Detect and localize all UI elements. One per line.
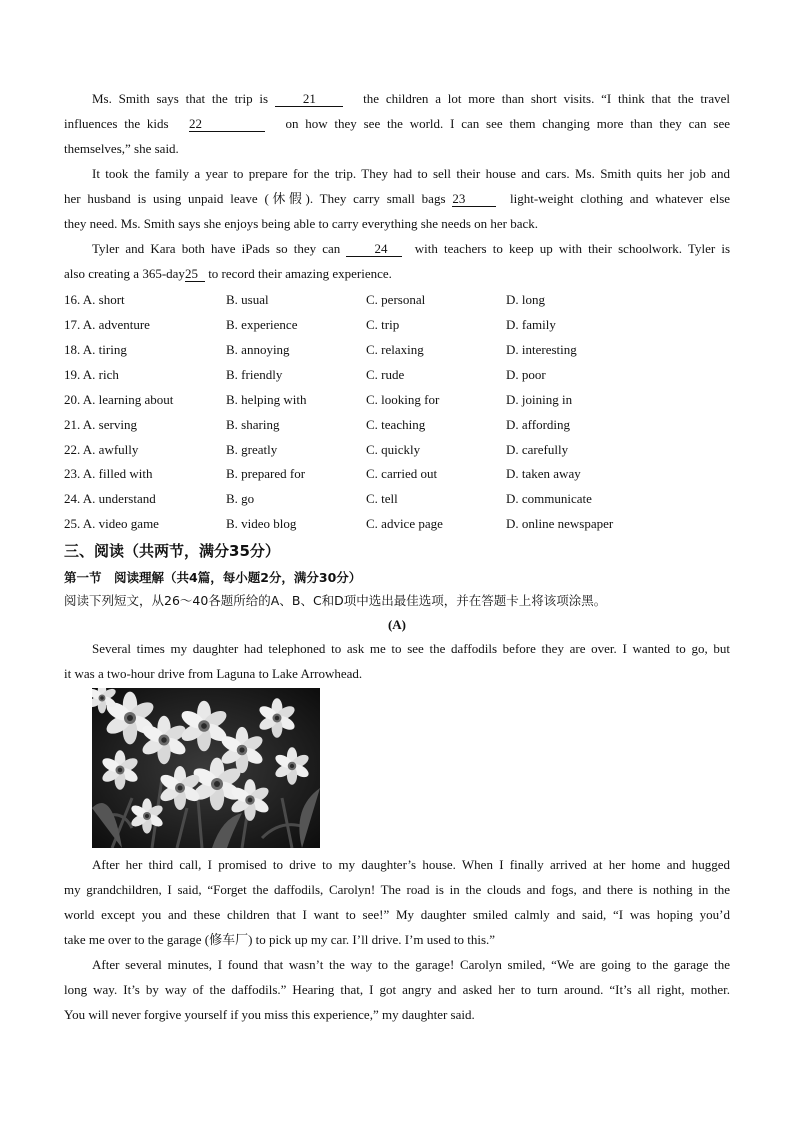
- text-fragment: on how they see the world. I can see them changing more than they can see: [285, 116, 731, 131]
- text-line: [64, 86, 730, 111]
- blank-22: 22: [189, 117, 265, 132]
- text-fragment: to record their amazing experience.: [208, 266, 392, 281]
- blank-25: 25: [185, 267, 205, 282]
- passage-paragraph-3: [64, 236, 730, 286]
- text-fragment: her husband is using unpaid leave (休假). They carry small bags: [64, 191, 446, 206]
- text-fragment: the children a lot more than short visits. “I think that the travel: [363, 91, 731, 106]
- option-b[interactable]: B. greatly: [226, 442, 278, 457]
- text-line: my grandchildren, I said, “Forget the daffodils, Carolyn! The road is in the clouds and fogs, and there is nothing in the: [64, 882, 730, 897]
- passage-a-paragraph-3: [64, 952, 730, 1027]
- option-row-24: [64, 491, 730, 516]
- text-line: After several minutes, I found that wasn’t the way to the garage! Carolyn smiled, “We are going to the garage the: [92, 957, 730, 972]
- option-c[interactable]: C. tell: [366, 491, 398, 506]
- text-line: themselves,” she said.: [64, 141, 179, 156]
- option-c[interactable]: C. advice page: [366, 516, 443, 531]
- option-row-22: [64, 442, 730, 467]
- option-d[interactable]: D. family: [506, 317, 556, 332]
- text-line: they need. Ms. Smith says she enjoys being able to carry everything she needs on her back.: [64, 216, 539, 231]
- text-line: long way. It’s by way of the daffodils.” Hearing that, I got angry and asked her to turn around. “It’s all right, mother.: [64, 982, 730, 997]
- option-row-21: [64, 417, 730, 442]
- option-c[interactable]: C. looking for: [366, 392, 440, 407]
- option-b[interactable]: B. video blog: [226, 516, 297, 531]
- text-line: It took the family a year to prepare for the trip. They had to sell their house and cars. Ms. Smith quits her job and: [92, 166, 730, 181]
- option-b[interactable]: B. usual: [226, 292, 269, 307]
- text-line: [64, 111, 730, 136]
- option-b[interactable]: B. prepared for: [226, 466, 306, 481]
- text-line: [64, 236, 730, 261]
- option-c[interactable]: C. rude: [366, 367, 405, 382]
- text-line: [64, 261, 730, 286]
- option-d[interactable]: D. affording: [506, 417, 571, 432]
- text-fragment: influences the kids: [64, 116, 169, 131]
- option-row-25: [64, 516, 730, 541]
- text-fragment: Tyler and Kara both have iPads so they can: [92, 241, 341, 256]
- text-fragment: also creating a 365-day: [64, 266, 185, 281]
- section-subheading: 第一节 阅读理解（共4篇，每小题2分，满分30分）: [64, 570, 362, 585]
- option-d[interactable]: D. long: [506, 292, 545, 307]
- option-a[interactable]: 19. A. rich: [64, 367, 119, 382]
- option-a[interactable]: 23. A. filled with: [64, 466, 153, 481]
- option-b[interactable]: B. friendly: [226, 367, 283, 382]
- text-line: You will never forgive yourself if you miss this experience,” my daughter said.: [64, 1007, 475, 1022]
- text-line: [64, 186, 730, 211]
- option-b[interactable]: B. go: [226, 491, 255, 506]
- option-a[interactable]: 21. A. serving: [64, 417, 137, 432]
- text-line: take me over to the garage (修车厂) to pick up my car. I’ll drive. I’m used to this.”: [64, 932, 496, 947]
- option-d[interactable]: D. communicate: [506, 491, 592, 506]
- option-a[interactable]: 18. A. tiring: [64, 342, 127, 357]
- option-row-18: [64, 342, 730, 367]
- option-c[interactable]: C. trip: [366, 317, 400, 332]
- passage-label: (A): [387, 617, 407, 632]
- daffodils-photo: [92, 688, 320, 848]
- option-c[interactable]: C. relaxing: [366, 342, 424, 357]
- blank-24: 24: [346, 242, 402, 257]
- text-line: world except you and these children that I want to see!” My daughter smiled calmly and said, “I was hoping you’d: [64, 907, 730, 922]
- passage-paragraph-2: [64, 161, 730, 236]
- passage-a-paragraph-1: [64, 636, 730, 686]
- text-line: Several times my daughter had telephoned to ask me to see the daffodils before they are over. I wanted to go, but: [92, 641, 730, 656]
- option-c[interactable]: C. carried out: [366, 466, 438, 481]
- option-b[interactable]: B. annoying: [226, 342, 290, 357]
- option-d[interactable]: D. carefully: [506, 442, 569, 457]
- blank-23: 23: [452, 192, 496, 207]
- option-row-20: [64, 392, 730, 417]
- option-a[interactable]: 22. A. awfully: [64, 442, 139, 457]
- option-row-16: [64, 292, 730, 317]
- section-heading: 三、阅读（共两节，满分35分）: [64, 542, 280, 560]
- text-fragment: with teachers to keep up with their schoolwork. Tyler is: [414, 241, 731, 256]
- option-c[interactable]: C. teaching: [366, 417, 426, 432]
- option-a[interactable]: 24. A. understand: [64, 491, 156, 506]
- option-c[interactable]: C. quickly: [366, 442, 421, 457]
- passage-paragraph-1: [64, 86, 730, 161]
- option-row-23: [64, 466, 730, 491]
- option-a[interactable]: 25. A. video game: [64, 516, 159, 531]
- option-d[interactable]: D. poor: [506, 367, 546, 382]
- blank-21: 21: [275, 92, 343, 107]
- option-b[interactable]: B. helping with: [226, 392, 307, 407]
- text-line: it was a two-hour drive from Laguna to Lake Arrowhead.: [64, 666, 363, 681]
- option-a[interactable]: 20. A. learning about: [64, 392, 174, 407]
- text-fragment: Ms. Smith says that the trip is: [92, 91, 269, 106]
- option-a[interactable]: 16. A. short: [64, 292, 125, 307]
- passage-a-paragraph-2: [64, 852, 730, 952]
- option-c[interactable]: C. personal: [366, 292, 426, 307]
- text-fragment: light-weight clothing and whatever else: [509, 191, 731, 206]
- option-d[interactable]: D. joining in: [506, 392, 573, 407]
- option-b[interactable]: B. experience: [226, 317, 298, 332]
- option-row-19: [64, 367, 730, 392]
- option-d[interactable]: D. interesting: [506, 342, 577, 357]
- option-b[interactable]: B. sharing: [226, 417, 280, 432]
- daffodils-image: [92, 688, 320, 848]
- section-instruction: 阅读下列短文，从26～40各题所给的A、B、C和D项中选出最佳选项，并在答题卡上将该项涂黑。: [64, 593, 607, 608]
- option-row-17: [64, 317, 730, 342]
- option-d[interactable]: D. taken away: [506, 466, 581, 481]
- text-line: After her third call, I promised to drive to my daughter’s house. When I finally arrived at her home and hugged: [92, 857, 730, 872]
- option-a[interactable]: 17. A. adventure: [64, 317, 150, 332]
- option-d[interactable]: D. online newspaper: [506, 516, 614, 531]
